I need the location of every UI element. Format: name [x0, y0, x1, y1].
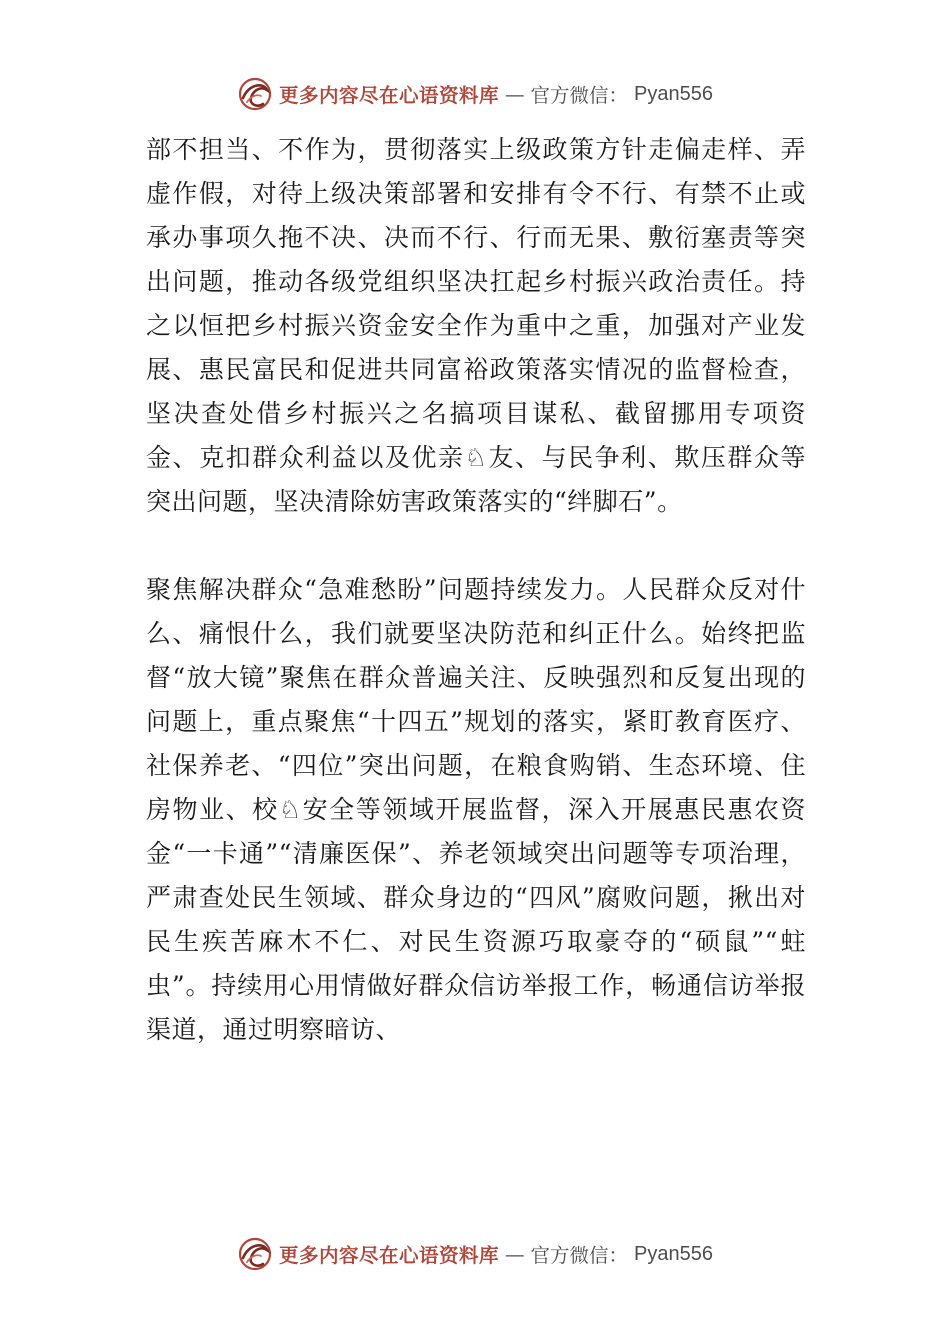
header-wechat-label: 官方微信： — [530, 84, 629, 107]
body-paragraph-2: 聚焦解决群众“急难愁盼”问题持续发力。人民群众反对什么、痛恨什么，我们就要坚决防范和纠正什么。始终把监督“放大镜”聚焦在群众普遍关注、反映强烈和反复出现的问题上，重点聚焦“十四五”规划的落实，紧盯教育医疗、社保养老、“四位”突出问题，在粮食购销、生态环境、住房物业、校♘安全等领域开展监督，深入开展惠民惠农资金“一卡通”“清廉医保”、养老领域突出问题等专项治理，严肃查处民生领域、群众身边的“四风”腐败问题，揪出对民生疾苦麻木不仁、对民生资源巧取豪夺的“硕鼠”“蛀虫”。持续用心用情做好群众信访举报工作，畅通信访举报渠道，通过明察暗访、 — [146, 575, 806, 1044]
body-paragraph-1: 部不担当、不作为，贯彻落实上级政策方针走偏走样、弄虚作假，对待上级决策部署和安排有令不行、有禁不止或承办事项久拖不决、决而不行、行而无果、敷衍塞责等突出问题，推动各级党组织坚决扛起乡村振兴政治责任。持之以恒把乡村振兴资金安全作为重中之重，加强对产业发展、惠民富民和促进共同富裕政策落实情况的监督检查，坚决查处借乡村振兴之名搞项目谋私、截留挪用专项资金、克扣群众利益以及优亲♘友、与民争利、欺压群众等突出问题，坚决清除妨害政策落实的“绊脚石”。 — [146, 135, 806, 516]
footer-brand-text: 更多内容尽在心语资料库 — [279, 1244, 500, 1267]
header-dash: — — [505, 82, 525, 106]
swirl-logo-icon — [237, 1236, 273, 1272]
header-wechat-id: Pyan556 — [634, 82, 713, 105]
document-body — [146, 128, 806, 1052]
page-header-banner — [0, 72, 950, 116]
swirl-logo-icon — [237, 76, 273, 112]
footer-dash: — — [505, 1242, 525, 1266]
footer-wechat-id: Pyan556 — [634, 1242, 713, 1265]
header-brand-text: 更多内容尽在心语资料库 — [279, 84, 500, 107]
footer-wechat-label: 官方微信： — [530, 1244, 629, 1267]
page-footer-banner — [0, 1232, 950, 1276]
